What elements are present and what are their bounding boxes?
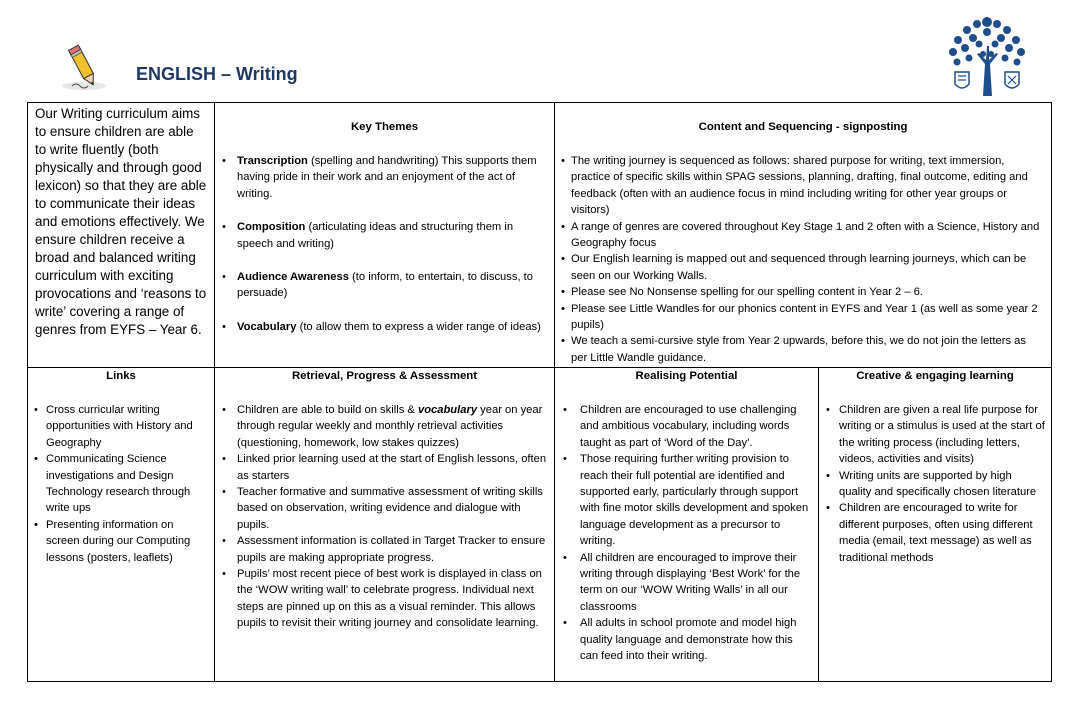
list-item: • Children are given a real life purpose for writing or a stimulus is used at the start of the writing process (including letters, videos, activities and visits) — [839, 402, 1045, 468]
key-themes-cell — [215, 103, 555, 368]
creative-list — [819, 402, 1051, 566]
theme-text: (spelling and handwriting) This supports them having pride in their work and an enjoyment of the act of writing. — [237, 155, 537, 200]
list-item: • Children are encouraged to write for different purposes, often using different media (email, text message) as well as traditional methods — [839, 500, 1045, 566]
page-title: ENGLISH – Writing — [136, 64, 298, 84]
retrieval-term: vocabulary — [417, 404, 478, 416]
theme-term: Transcription — [237, 155, 308, 167]
retrieval-heading: Retrieval, Progress & Assessment — [291, 370, 478, 382]
list-item: • Our English learning is mapped out and sequenced through learning journeys, which can be seen on our Working Walls. — [571, 251, 1045, 284]
creative-cell — [819, 368, 1052, 682]
list-item: • Linked prior learning used at the start of English lessons, often as starters — [237, 451, 548, 484]
list-item — [237, 269, 548, 302]
theme-term: Vocabulary — [237, 320, 297, 333]
links-heading: Links — [106, 370, 136, 382]
retrieval-text: year on year through regular weekly and monthly retrieval activities (questioning, homework, low stakes quizzes) — [237, 404, 543, 449]
theme-text: (to allow them to express a wider range of ideas) — [296, 320, 541, 333]
list-item: • Presenting information on screen during our Computing lessons (posters, leaflets) — [46, 517, 208, 566]
key-themes-list — [215, 153, 554, 335]
content-heading: Content and Sequencing - signposting — [698, 121, 908, 133]
list-item — [237, 219, 548, 252]
potential-heading: Realising Potential — [635, 370, 738, 382]
list-item: • The writing journey is sequenced as follows: shared purpose for writing, text immersion, practice of specific skills within SPAG sessions, planning, drafting, final outcome, editing and feedback (often with an audience focus in mind including writing for other year groups or visitors) — [571, 153, 1045, 219]
tree-logo-icon — [943, 10, 1031, 100]
key-themes-heading: Key Themes — [350, 121, 419, 133]
theme-term: Audience Awareness — [237, 271, 349, 284]
list-item: • Children are encouraged to use challenging and ambitious vocabulary, including words taught as part of ‘Word of the Day’. — [580, 402, 810, 451]
retrieval-list — [215, 402, 554, 632]
potential-cell — [555, 368, 819, 682]
theme-text: (to inform, to entertain, to discuss, to persuade) — [237, 271, 533, 300]
content-cell — [555, 103, 1052, 368]
creative-heading: Creative & engaging learning — [856, 370, 1014, 382]
list-item: • A range of genres are covered throughout Key Stage 1 and 2 often with a Science, History and Geography focus — [571, 219, 1045, 252]
list-item: • Writing units are supported by high quality and specifically chosen literature — [839, 468, 1045, 501]
links-cell — [28, 368, 215, 682]
list-item: • Pupils’ most recent piece of best work is displayed in class on the ‘WOW writing wall’ to celebrate progress. Individual next steps are pinned up on this as a visual reminder. This allows pupils to revisit their writing journey and consolidate learning. — [237, 566, 548, 632]
content-list — [555, 153, 1051, 366]
intro-text: Our Writing curriculum aims to ensure children are able to write fluently (both physically and through good lexicon) so that they are able to communicate their ideas and emotions effectively. We ensure children receive a broad and balanced writing curriculum with exciting provocations and ‘reasons to write’ covering a range of genres from EYFS – Year 6. — [35, 106, 207, 337]
potential-list — [555, 402, 818, 665]
theme-term: Composition — [237, 221, 306, 234]
list-item: • Cross curricular writing opportunities with History and Geography — [46, 402, 208, 451]
list-item — [237, 402, 548, 451]
intro-cell — [28, 103, 215, 368]
retrieval-cell — [215, 368, 555, 682]
list-item: • Those requiring further writing provision to reach their full potential are identified and supported early, particularly through support with fine motor skills development and spoken language development as a precursor to writing. — [580, 451, 810, 549]
retrieval-text: Children are able to build on skills & — [237, 404, 418, 416]
list-item: • All adults in school promote and model high quality language and demonstrate how this can feed into their writing. — [580, 615, 810, 664]
pencil-icon — [58, 42, 114, 92]
list-item: • Teacher formative and summative assessment of writing skills based on observation, writing evidence and dialogue with pupils. — [237, 484, 548, 533]
list-item: • Please see No Nonsense spelling for our spelling content in Year 2 – 6. — [571, 284, 1045, 300]
list-item — [237, 153, 548, 202]
list-item: • Please see Little Wandles for our phonics content in EYFS and Year 1 (as well as some year 2 pupils) — [571, 301, 1045, 334]
list-item: • Communicating Science investigations and Design Technology research through write ups — [46, 451, 208, 517]
list-item — [237, 319, 548, 335]
list-item: • We teach a semi-cursive style from Year 2 upwards, before this, we do not join the letters as per Little Wandle guidance. — [571, 333, 1045, 366]
list-item: • Assessment information is collated in Target Tracker to ensure pupils are making appropriate progress. — [237, 533, 548, 566]
curriculum-table — [27, 102, 1052, 682]
links-list — [28, 402, 214, 566]
theme-text: (articulating ideas and structuring them in speech and writing) — [237, 221, 514, 250]
list-item: • All children are encouraged to improve their writing through displaying ‘Best Work’ for the term on our ‘WOW Writing Walls’ in all our classrooms — [580, 550, 810, 616]
